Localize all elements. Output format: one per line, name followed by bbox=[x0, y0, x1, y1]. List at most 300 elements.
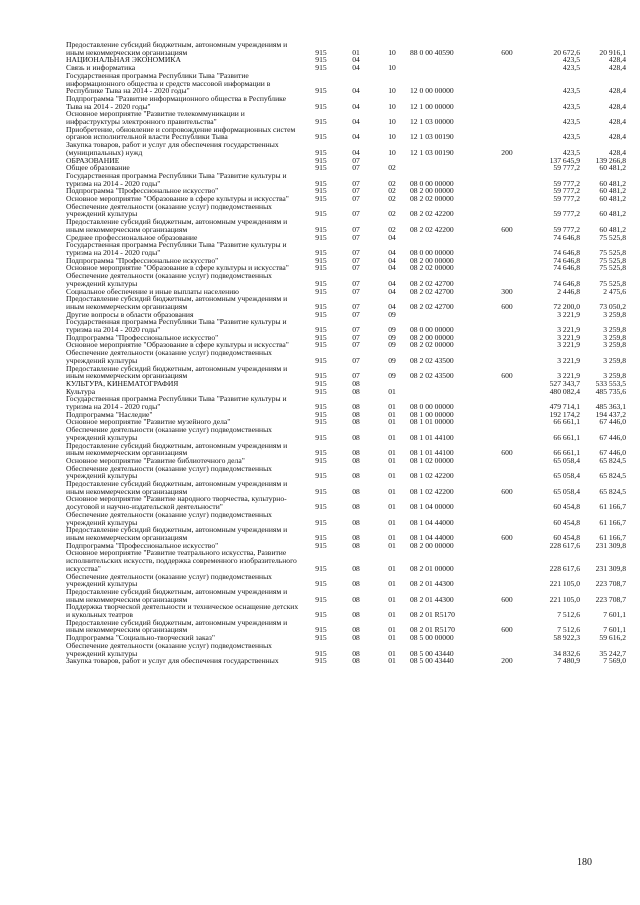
row-target-article-code: 08 2 02 00000 bbox=[410, 341, 454, 350]
row-expense-type-code bbox=[492, 465, 522, 480]
row-section-code: 07 bbox=[352, 355, 360, 365]
row-amount-year-2: 60 481,2 bbox=[599, 178, 626, 188]
row-subsection-code: 01 bbox=[388, 541, 396, 550]
row-expense-type-code bbox=[492, 457, 522, 465]
row-section-code: 08 bbox=[352, 648, 360, 658]
table-row bbox=[66, 480, 626, 495]
row-target-article-code: 88 0 00 40590 bbox=[410, 47, 454, 57]
row-name: Государственная программа Республики Тыва "Развитие культуры и туризма на 2014 - 2020 годы" bbox=[66, 170, 287, 188]
row-amount-year-2: 75 525,8 bbox=[599, 233, 626, 242]
row-section-code: 07 bbox=[352, 264, 360, 273]
row-name: Связь и информатика bbox=[66, 63, 136, 73]
row-target-article-code bbox=[410, 56, 492, 64]
row-subsection-code: 01 bbox=[388, 456, 396, 465]
row-amount-year-1: 66 661,1 bbox=[553, 432, 580, 442]
row-subsection-code: 09 bbox=[388, 325, 396, 334]
table-row bbox=[66, 465, 626, 480]
row-expense-type-code bbox=[492, 334, 522, 342]
row-target-article-code: 08 0 00 00000 bbox=[410, 325, 454, 334]
row-department-code: 915 bbox=[315, 147, 327, 157]
row-expense-type-code bbox=[492, 272, 522, 287]
table-row bbox=[66, 349, 626, 364]
row-amount-year-1: 3 221,9 bbox=[557, 371, 580, 380]
row-name: Подпрограмма "Развитие информационного общества в Республике Тыва на 2014 - 2020 годы" bbox=[66, 93, 287, 111]
row-subsection-code: 04 bbox=[388, 256, 396, 265]
row-section-code: 08 bbox=[352, 448, 360, 457]
row-name: Подпрограмма "Профессиональное искусство" bbox=[66, 540, 219, 550]
row-expense-type-code: 600 bbox=[501, 625, 513, 635]
row-subsection-code: 10 bbox=[388, 132, 396, 142]
row-amount-year-2: 428,4 bbox=[608, 101, 626, 111]
row-expense-type-code bbox=[492, 542, 522, 550]
row-amount-year-1: 3 221,9 bbox=[557, 325, 580, 334]
row-expense-type-code: 600 bbox=[501, 371, 513, 380]
row-amount-year-1: 228 617,6 bbox=[549, 563, 580, 573]
row-amount-year-2: 485 363,1 bbox=[595, 402, 626, 411]
row-amount-year-1: 3 221,9 bbox=[557, 310, 580, 319]
row-amount-year-1: 74 646,8 bbox=[553, 264, 580, 273]
row-amount-year-2: 3 259,8 bbox=[603, 325, 626, 334]
row-subsection-code: 02 bbox=[388, 187, 396, 196]
table-row bbox=[66, 157, 626, 165]
row-amount-year-1: 59 777,2 bbox=[553, 164, 580, 172]
table-row bbox=[66, 657, 626, 665]
row-department-code: 915 bbox=[315, 209, 327, 219]
row-target-article-code bbox=[410, 234, 492, 242]
table-row bbox=[66, 172, 626, 187]
row-section-code: 07 bbox=[352, 341, 360, 350]
row-target-article-code: 08 1 00 00000 bbox=[410, 410, 454, 419]
row-amount-year-2: 35 242,7 bbox=[599, 648, 626, 658]
row-amount-year-1: 66 661,1 bbox=[553, 448, 580, 457]
row-amount-year-1: 423,5 bbox=[562, 132, 580, 142]
table-row bbox=[66, 72, 626, 95]
row-target-article-code: 12 1 00 00000 bbox=[410, 101, 454, 111]
row-amount-year-1: 20 672,6 bbox=[553, 47, 580, 57]
row-name: КУЛЬТУРА, КИНЕМАТОГРАФИЯ bbox=[66, 378, 179, 388]
row-subsection-code: 09 bbox=[388, 310, 396, 319]
row-amount-year-2: 60 481,2 bbox=[599, 224, 626, 234]
row-expense-type-code bbox=[492, 511, 522, 526]
row-amount-year-1: 423,5 bbox=[562, 147, 580, 157]
row-name: Закупка товаров, работ и услуг для обеспечения государственных bbox=[66, 656, 279, 666]
row-name: Государственная программа Республики Тыва "Развитие информационного общества и средств массовой информации в Республике Тыва на 2014 - 2020 годы" bbox=[66, 70, 271, 96]
row-expense-type-code bbox=[492, 264, 522, 272]
row-target-article-code: 08 1 01 00000 bbox=[410, 418, 454, 427]
row-department-code: 915 bbox=[315, 486, 327, 496]
row-expense-type-code: 600 bbox=[501, 47, 513, 57]
row-target-article-code: 12 1 03 00190 bbox=[410, 147, 454, 157]
row-name: Предоставление субсидий бюджетным, автономным учреждениям и иным некоммерческим организациям bbox=[66, 294, 288, 311]
row-expense-type-code bbox=[492, 195, 522, 203]
row-subsection-code: 01 bbox=[388, 648, 396, 658]
row-expense-type-code: 600 bbox=[501, 301, 513, 311]
row-target-article-code: 08 1 04 00000 bbox=[410, 502, 454, 511]
table-row bbox=[66, 495, 626, 510]
row-amount-year-2: 139 266,8 bbox=[595, 156, 626, 165]
row-subsection-code: 01 bbox=[388, 387, 396, 396]
row-name: Обеспечение деятельности (оказание услуг) подведомственных учреждений культуры bbox=[66, 348, 272, 365]
row-section-code: 08 bbox=[352, 533, 360, 542]
row-amount-year-2: 65 824,5 bbox=[599, 471, 626, 481]
row-name: Государственная программа Республики Тыва "Развитие культуры и туризма на 2014 - 2020 годы" bbox=[66, 317, 287, 335]
row-section-code: 08 bbox=[352, 517, 360, 527]
page-number: 180 bbox=[577, 857, 592, 868]
row-amount-year-1: 423,5 bbox=[562, 64, 580, 72]
row-department-code: 915 bbox=[315, 64, 327, 72]
table-row bbox=[66, 272, 626, 287]
row-target-article-code: 08 1 02 42200 bbox=[410, 486, 454, 496]
row-amount-year-1: 192 174,2 bbox=[549, 410, 580, 419]
row-department-code: 915 bbox=[315, 471, 327, 481]
table-row bbox=[66, 573, 626, 588]
row-target-article-code bbox=[410, 380, 492, 388]
row-section-code: 08 bbox=[352, 486, 360, 496]
row-department-code: 915 bbox=[315, 287, 327, 296]
row-section-code: 04 bbox=[352, 64, 360, 72]
row-amount-year-1: 59 777,2 bbox=[553, 187, 580, 196]
row-amount-year-2: 428,4 bbox=[608, 147, 626, 157]
row-expense-type-code: 300 bbox=[501, 287, 513, 296]
table-row bbox=[66, 110, 626, 125]
row-section-code: 07 bbox=[352, 224, 360, 234]
row-name: Среднее профессиональное образование bbox=[66, 232, 198, 242]
row-department-code: 915 bbox=[315, 325, 327, 334]
row-subsection-code: 09 bbox=[388, 355, 396, 365]
row-expense-type-code bbox=[492, 495, 522, 510]
row-target-article-code bbox=[410, 164, 492, 172]
row-amount-year-2: 428,4 bbox=[608, 117, 626, 126]
row-amount-year-1: 60 454,8 bbox=[553, 517, 580, 527]
row-department-code: 915 bbox=[315, 379, 327, 388]
table-row bbox=[66, 526, 626, 541]
row-amount-year-2: 7 569,0 bbox=[603, 657, 626, 665]
row-expense-type-code bbox=[492, 395, 522, 410]
row-department-code: 915 bbox=[315, 47, 327, 57]
row-section-code: 08 bbox=[352, 610, 360, 619]
table-row bbox=[66, 511, 626, 526]
row-name: Основное мероприятие "Развитие театрального искусства, Развитие исполнительских искусств, поддержка современного изобразительного искусства" bbox=[66, 548, 297, 573]
row-expense-type-code: 600 bbox=[501, 224, 513, 234]
row-amount-year-2: 428,4 bbox=[608, 86, 626, 95]
table-row bbox=[66, 95, 626, 110]
row-section-code: 04 bbox=[352, 56, 360, 65]
row-amount-year-2: 75 525,8 bbox=[599, 278, 626, 288]
row-amount-year-2: 3 259,8 bbox=[603, 341, 626, 350]
row-subsection-code: 01 bbox=[388, 579, 396, 588]
row-expense-type-code bbox=[492, 411, 522, 419]
row-amount-year-2: 223 708,7 bbox=[595, 594, 626, 604]
row-subsection-code: 04 bbox=[388, 287, 396, 296]
row-name: Социальное обеспечение и иные выплаты населению bbox=[66, 286, 239, 296]
row-name: Предоставление субсидий бюджетным, автономным учреждениям и иным некоммерческим организациям bbox=[66, 363, 288, 381]
row-target-article-code: 08 2 02 42200 bbox=[410, 224, 454, 234]
row-amount-year-1: 59 777,2 bbox=[553, 195, 580, 203]
row-section-code: 07 bbox=[352, 333, 360, 342]
row-target-article-code: 08 5 00 43440 bbox=[410, 657, 454, 665]
row-subsection-code: 02 bbox=[388, 164, 396, 172]
row-subsection-code: 01 bbox=[388, 471, 396, 481]
table-row bbox=[66, 426, 626, 441]
row-name: Предоставление субсидий бюджетным, автономным учреждениям и иным некоммерческим организациям bbox=[66, 479, 288, 496]
row-section-code: 08 bbox=[352, 418, 360, 427]
row-department-code: 915 bbox=[315, 156, 327, 165]
row-subsection-code: 01 bbox=[388, 486, 396, 496]
row-amount-year-1: 34 832,6 bbox=[553, 648, 580, 658]
row-subsection-code: 02 bbox=[388, 178, 396, 188]
row-subsection-code: 10 bbox=[388, 147, 396, 157]
row-section-code: 08 bbox=[352, 410, 360, 419]
row-name: Общее образование bbox=[66, 163, 130, 173]
row-target-article-code: 08 2 01 44300 bbox=[410, 594, 454, 604]
row-amount-year-1: 65 058,4 bbox=[553, 471, 580, 481]
row-name: Обеспечение деятельности (оказание услуг) подведомственных учреждений культуры bbox=[66, 463, 272, 481]
row-amount-year-1: 423,5 bbox=[562, 117, 580, 126]
row-expense-type-code bbox=[492, 418, 522, 426]
budget-table-body bbox=[66, 41, 626, 665]
row-expense-type-code bbox=[492, 388, 522, 396]
row-expense-type-code bbox=[492, 95, 522, 110]
row-expense-type-code bbox=[492, 549, 522, 572]
row-section-code: 08 bbox=[352, 541, 360, 550]
row-section-code: 08 bbox=[352, 471, 360, 481]
row-expense-type-code bbox=[492, 64, 522, 72]
row-section-code: 08 bbox=[352, 563, 360, 573]
row-amount-year-1: 72 200,0 bbox=[553, 301, 580, 311]
row-section-code: 07 bbox=[352, 156, 360, 165]
row-subsection-code: 01 bbox=[388, 432, 396, 442]
row-section-code: 07 bbox=[352, 247, 360, 257]
row-amount-year-1: 137 645,9 bbox=[549, 156, 580, 165]
row-section-code: 07 bbox=[352, 256, 360, 265]
row-amount-year-1: 3 221,9 bbox=[557, 355, 580, 365]
row-subsection-code: 02 bbox=[388, 195, 396, 203]
row-name: Подпрограмма "Профессиональное искусство" bbox=[66, 332, 219, 342]
row-section-code: 08 bbox=[352, 502, 360, 511]
row-target-article-code: 08 2 02 43500 bbox=[410, 371, 454, 380]
row-target-article-code: 08 2 02 42700 bbox=[410, 287, 454, 296]
row-target-article-code bbox=[410, 388, 492, 396]
row-section-code: 07 bbox=[352, 301, 360, 311]
row-department-code: 915 bbox=[315, 117, 327, 126]
row-section-code: 07 bbox=[352, 371, 360, 380]
row-subsection-code: 09 bbox=[388, 341, 396, 350]
row-amount-year-1: 59 777,2 bbox=[553, 178, 580, 188]
row-amount-year-2: 194 437,2 bbox=[595, 410, 626, 419]
row-name: Обеспечение деятельности (оказание услуг) подведомственных учреждений культуры bbox=[66, 201, 272, 219]
row-department-code: 915 bbox=[315, 610, 327, 619]
row-subsection-code: 09 bbox=[388, 371, 396, 380]
row-amount-year-1: 423,5 bbox=[562, 56, 580, 65]
row-department-code: 915 bbox=[315, 86, 327, 95]
budget-table bbox=[66, 41, 626, 665]
row-amount-year-1: 60 454,8 bbox=[553, 533, 580, 542]
row-amount-year-2: 75 525,8 bbox=[599, 264, 626, 273]
row-target-article-code: 12 0 00 00000 bbox=[410, 86, 454, 95]
row-target-article-code: 12 1 03 00000 bbox=[410, 117, 454, 126]
row-amount-year-2: 428,4 bbox=[608, 64, 626, 72]
row-department-code: 915 bbox=[315, 195, 327, 203]
row-amount-year-2: 75 525,8 bbox=[599, 247, 626, 257]
row-subsection-code bbox=[374, 380, 410, 388]
row-target-article-code: 08 1 01 44100 bbox=[410, 432, 454, 442]
row-department-code: 915 bbox=[315, 517, 327, 527]
row-expense-type-code bbox=[492, 349, 522, 364]
row-name: Подпрограмма "Наследие" bbox=[66, 409, 153, 419]
table-row bbox=[66, 588, 626, 603]
row-name: Предоставление субсидий бюджетным, автономным учреждениям и иным некоммерческим организациям bbox=[66, 586, 288, 604]
row-target-article-code: 08 2 02 00000 bbox=[410, 195, 454, 203]
row-name: Предоставление субсидий бюджетным, автономным учреждениям и иным некоммерческим организациям bbox=[66, 217, 288, 234]
row-target-article-code: 08 1 02 42200 bbox=[410, 471, 454, 481]
row-name: Поддержка творческой деятельности и техническое оснащение детских и кукольных театров bbox=[66, 602, 299, 620]
row-subsection-code: 10 bbox=[388, 86, 396, 95]
row-name: Подпрограмма "Социально-творческий заказ" bbox=[66, 633, 215, 643]
row-subsection-code: 10 bbox=[388, 117, 396, 126]
table-row bbox=[66, 141, 626, 156]
row-amount-year-2: 67 446,0 bbox=[599, 418, 626, 427]
row-amount-year-1: 228 617,6 bbox=[549, 541, 580, 550]
row-name: НАЦИОНАЛЬНАЯ ЭКОНОМИКА bbox=[66, 55, 181, 65]
table-row bbox=[66, 380, 626, 388]
row-expense-type-code bbox=[492, 603, 522, 618]
row-department-code: 915 bbox=[315, 625, 327, 635]
row-amount-year-1: 480 082,4 bbox=[549, 387, 580, 396]
row-target-article-code: 08 2 01 R5170 bbox=[410, 625, 455, 635]
row-target-article-code: 08 2 00 00000 bbox=[410, 333, 454, 342]
row-amount-year-2: 533 553,5 bbox=[595, 379, 626, 388]
row-section-code: 07 bbox=[352, 209, 360, 219]
row-name: Предоставление субсидий бюджетным, автономным учреждениям и иным некоммерческим организациям bbox=[66, 40, 288, 57]
row-department-code: 915 bbox=[315, 594, 327, 604]
row-subsection-code: 01 bbox=[388, 517, 396, 527]
row-amount-year-2: 3 259,8 bbox=[603, 333, 626, 342]
row-section-code: 08 bbox=[352, 387, 360, 396]
row-expense-type-code bbox=[492, 318, 522, 333]
row-section-code: 08 bbox=[352, 402, 360, 411]
row-expense-type-code bbox=[492, 187, 522, 195]
row-name: Основное мероприятие "Развитие библиотечного дела" bbox=[66, 455, 245, 465]
row-section-code: 08 bbox=[352, 657, 360, 665]
row-amount-year-2: 59 616,2 bbox=[599, 634, 626, 642]
row-target-article-code: 08 0 00 00000 bbox=[410, 402, 454, 411]
row-expense-type-code bbox=[492, 380, 522, 388]
row-amount-year-2: 60 481,2 bbox=[599, 164, 626, 172]
row-amount-year-2: 223 708,7 bbox=[595, 579, 626, 588]
row-department-code: 915 bbox=[315, 178, 327, 188]
row-expense-type-code bbox=[492, 234, 522, 242]
table-row bbox=[66, 218, 626, 233]
row-expense-type-code bbox=[492, 172, 522, 187]
row-name: Приобретение, обновление и сопровождение информационных систем органов исполнительной власти Республики Тыва bbox=[66, 124, 296, 142]
row-name: Подпрограмма "Профессиональное искусство" bbox=[66, 255, 219, 265]
row-section-code: 07 bbox=[352, 178, 360, 188]
row-target-article-code: 08 2 02 00000 bbox=[410, 264, 454, 273]
row-amount-year-1: 74 646,8 bbox=[553, 233, 580, 242]
row-department-code: 915 bbox=[315, 341, 327, 350]
table-row bbox=[66, 395, 626, 410]
row-section-code: 07 bbox=[352, 278, 360, 288]
row-department-code: 915 bbox=[315, 264, 327, 273]
row-name: Предоставление субсидий бюджетным, автономным учреждениям и иным некоммерческим организациям bbox=[66, 617, 288, 635]
row-expense-type-code bbox=[492, 257, 522, 265]
row-target-article-code: 08 2 02 42700 bbox=[410, 301, 454, 311]
row-expense-type-code bbox=[492, 56, 522, 64]
row-target-article-code: 12 1 03 00190 bbox=[410, 132, 454, 142]
row-name: Основное мероприятие "Развитие народного творчества, культурно-досуговой и научно-издательской деятельности" bbox=[66, 494, 287, 512]
row-name: ОБРАЗОВАНИЕ bbox=[66, 155, 120, 165]
row-subsection-code: 02 bbox=[388, 224, 396, 234]
row-target-article-code: 08 2 02 43500 bbox=[410, 355, 454, 365]
row-name: Обеспечение деятельности (оказание услуг) подведомственных учреждений культуры bbox=[66, 425, 272, 442]
row-amount-year-1: 74 646,8 bbox=[553, 278, 580, 288]
table-row bbox=[66, 41, 626, 56]
row-department-code: 915 bbox=[315, 563, 327, 573]
row-name: Закупка товаров, работ и услуг для обеспечения государственных (муниципальных) нужд bbox=[66, 140, 279, 157]
row-department-code: 915 bbox=[315, 256, 327, 265]
row-amount-year-1: 423,5 bbox=[562, 101, 580, 111]
table-row bbox=[66, 295, 626, 310]
row-name: Предоставление субсидий бюджетным, автономным учреждениям и иным некоммерческим организациям bbox=[66, 525, 288, 542]
row-subsection-code: 04 bbox=[388, 233, 396, 242]
row-amount-year-1: 65 058,4 bbox=[553, 486, 580, 496]
row-target-article-code: 08 0 00 00000 bbox=[410, 247, 454, 257]
row-section-code: 07 bbox=[352, 310, 360, 319]
row-department-code: 915 bbox=[315, 56, 327, 65]
row-expense-type-code: 600 bbox=[501, 486, 513, 496]
row-section-code: 08 bbox=[352, 379, 360, 388]
row-section-code: 08 bbox=[352, 625, 360, 635]
row-target-article-code: 08 2 00 00000 bbox=[410, 541, 454, 550]
row-amount-year-1: 65 058,4 bbox=[553, 456, 580, 465]
row-target-article-code: 08 0 00 00000 bbox=[410, 178, 454, 188]
row-department-code: 915 bbox=[315, 456, 327, 465]
row-subsection-code: 01 bbox=[388, 402, 396, 411]
row-amount-year-1: 7 512,6 bbox=[557, 625, 580, 635]
row-department-code: 915 bbox=[315, 410, 327, 419]
row-target-article-code: 08 2 01 R5170 bbox=[410, 610, 455, 619]
row-subsection-code: 09 bbox=[388, 333, 396, 342]
row-target-article-code: 08 1 04 44000 bbox=[410, 533, 454, 542]
row-target-article-code: 08 5 00 43440 bbox=[410, 648, 454, 658]
row-department-code: 915 bbox=[315, 355, 327, 365]
row-amount-year-1: 3 221,9 bbox=[557, 333, 580, 342]
row-amount-year-2: 485 735,6 bbox=[595, 387, 626, 396]
table-row bbox=[66, 56, 626, 64]
row-expense-type-code: 200 bbox=[501, 657, 513, 665]
row-section-code: 04 bbox=[352, 117, 360, 126]
row-name: Государственная программа Республики Тыва "Развитие культуры и туризма на 2014 - 2020 годы" bbox=[66, 394, 287, 412]
row-department-code: 915 bbox=[315, 310, 327, 319]
row-subsection-code bbox=[374, 157, 410, 165]
row-subsection-code: 10 bbox=[388, 101, 396, 111]
row-department-code: 915 bbox=[315, 132, 327, 142]
row-department-code: 915 bbox=[315, 371, 327, 380]
row-amount-year-2: 67 446,0 bbox=[599, 448, 626, 457]
row-amount-year-1: 74 646,8 bbox=[553, 256, 580, 265]
table-row bbox=[66, 642, 626, 657]
row-expense-type-code bbox=[492, 110, 522, 125]
row-target-article-code: 08 1 01 44100 bbox=[410, 448, 454, 457]
row-amount-year-2: 73 050,2 bbox=[599, 301, 626, 311]
row-section-code: 04 bbox=[352, 132, 360, 142]
table-row bbox=[66, 442, 626, 457]
row-subsection-code: 04 bbox=[388, 278, 396, 288]
row-amount-year-2: 75 525,8 bbox=[599, 256, 626, 265]
row-target-article-code bbox=[410, 311, 492, 319]
row-subsection-code: 01 bbox=[388, 533, 396, 542]
row-section-code: 08 bbox=[352, 634, 360, 642]
